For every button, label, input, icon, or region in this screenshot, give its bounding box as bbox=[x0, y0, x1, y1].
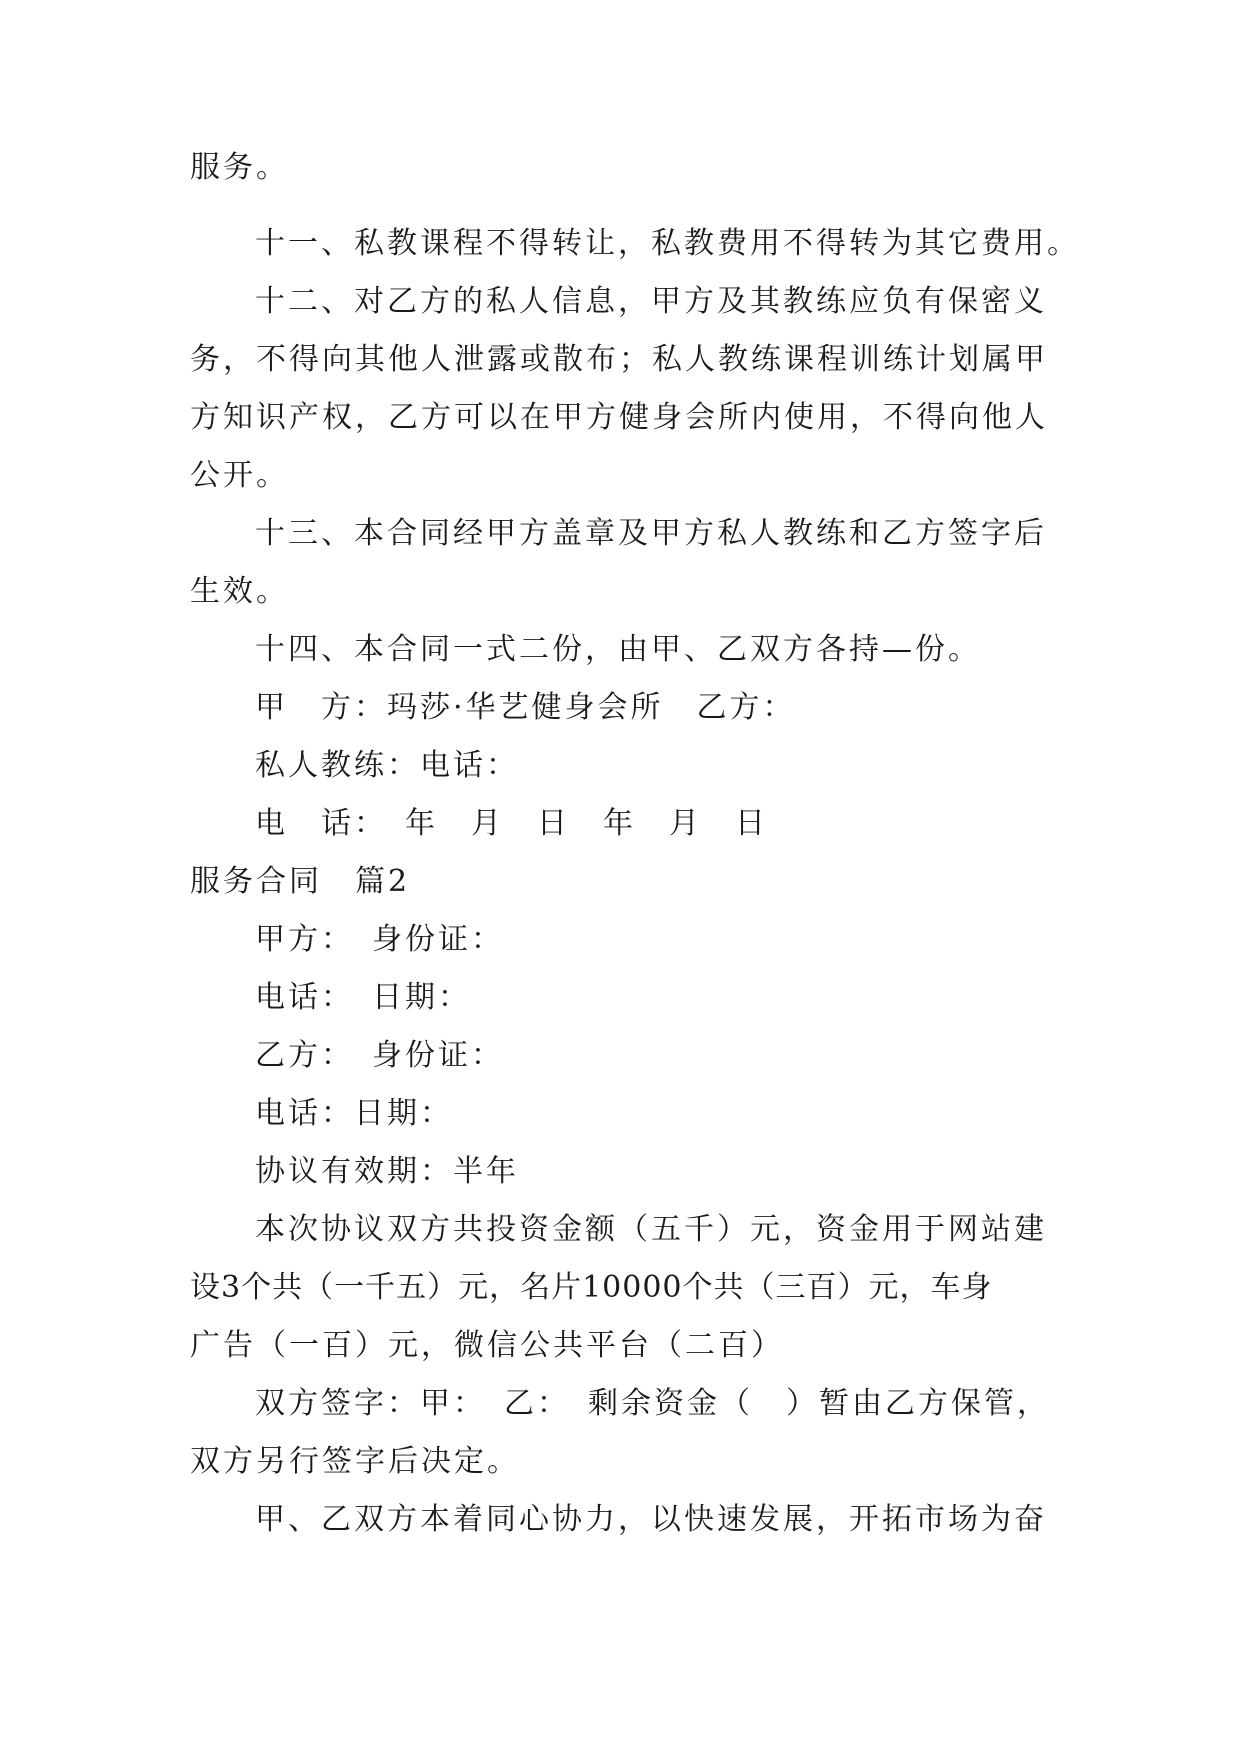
text-line: 十四、本合同一式二份，由甲、乙双方各持—份。 bbox=[255, 632, 981, 667]
text-line: 务，不得向其他人泄露或散布；私人教练课程训练计划属甲 bbox=[190, 342, 1048, 377]
text-line: 生效。 bbox=[190, 574, 289, 609]
text-line: 电话：日期： bbox=[255, 1096, 453, 1131]
text-line: 广告（一百）元，微信公共平台（二百） bbox=[190, 1328, 784, 1363]
text-line: 协议有效期：半年 bbox=[255, 1154, 519, 1189]
text-line: 电话： 日期： bbox=[255, 980, 471, 1015]
text-line: 电 话： 年 月 日 年 月 日 bbox=[255, 806, 768, 841]
text-line: 十二、对乙方的私人信息，甲方及其教练应负有保密义 bbox=[255, 284, 1047, 319]
text-line: 私人教练：电话： bbox=[255, 748, 519, 783]
text-line: 甲方： 身份证： bbox=[255, 922, 504, 957]
text-line: 甲 方：玛莎·华艺健身会所 乙方： bbox=[255, 690, 796, 725]
text-line: 甲、乙双方本着同心协力，以快速发展，开拓市场为奋 bbox=[255, 1502, 1047, 1537]
text-line: 方知识产权，乙方可以在甲方健身会所内使用，不得向他人 bbox=[190, 400, 1048, 435]
section-heading: 服务合同 篇2 bbox=[190, 864, 411, 899]
text-line: 双方另行签字后决定。 bbox=[190, 1444, 520, 1479]
text-line: 十一、私教课程不得转让，私教费用不得转为其它费用。 bbox=[255, 226, 1080, 261]
text-line: 设3个共（一千五）元，名片10000个共（三百）元，车身 bbox=[190, 1270, 993, 1305]
text-line: 本次协议双方共投资金额（五千）元，资金用于网站建 bbox=[255, 1212, 1047, 1247]
text-line: 公开。 bbox=[190, 458, 289, 493]
text-line: 服务。 bbox=[190, 150, 289, 185]
text-line: 十三、本合同经甲方盖章及甲方私人教练和乙方签字后 bbox=[255, 516, 1047, 551]
text-line: 双方签字：甲： 乙： 剩余资金（ ）暂由乙方保管， bbox=[255, 1386, 1050, 1421]
text-line: 乙方： 身份证： bbox=[255, 1038, 504, 1073]
